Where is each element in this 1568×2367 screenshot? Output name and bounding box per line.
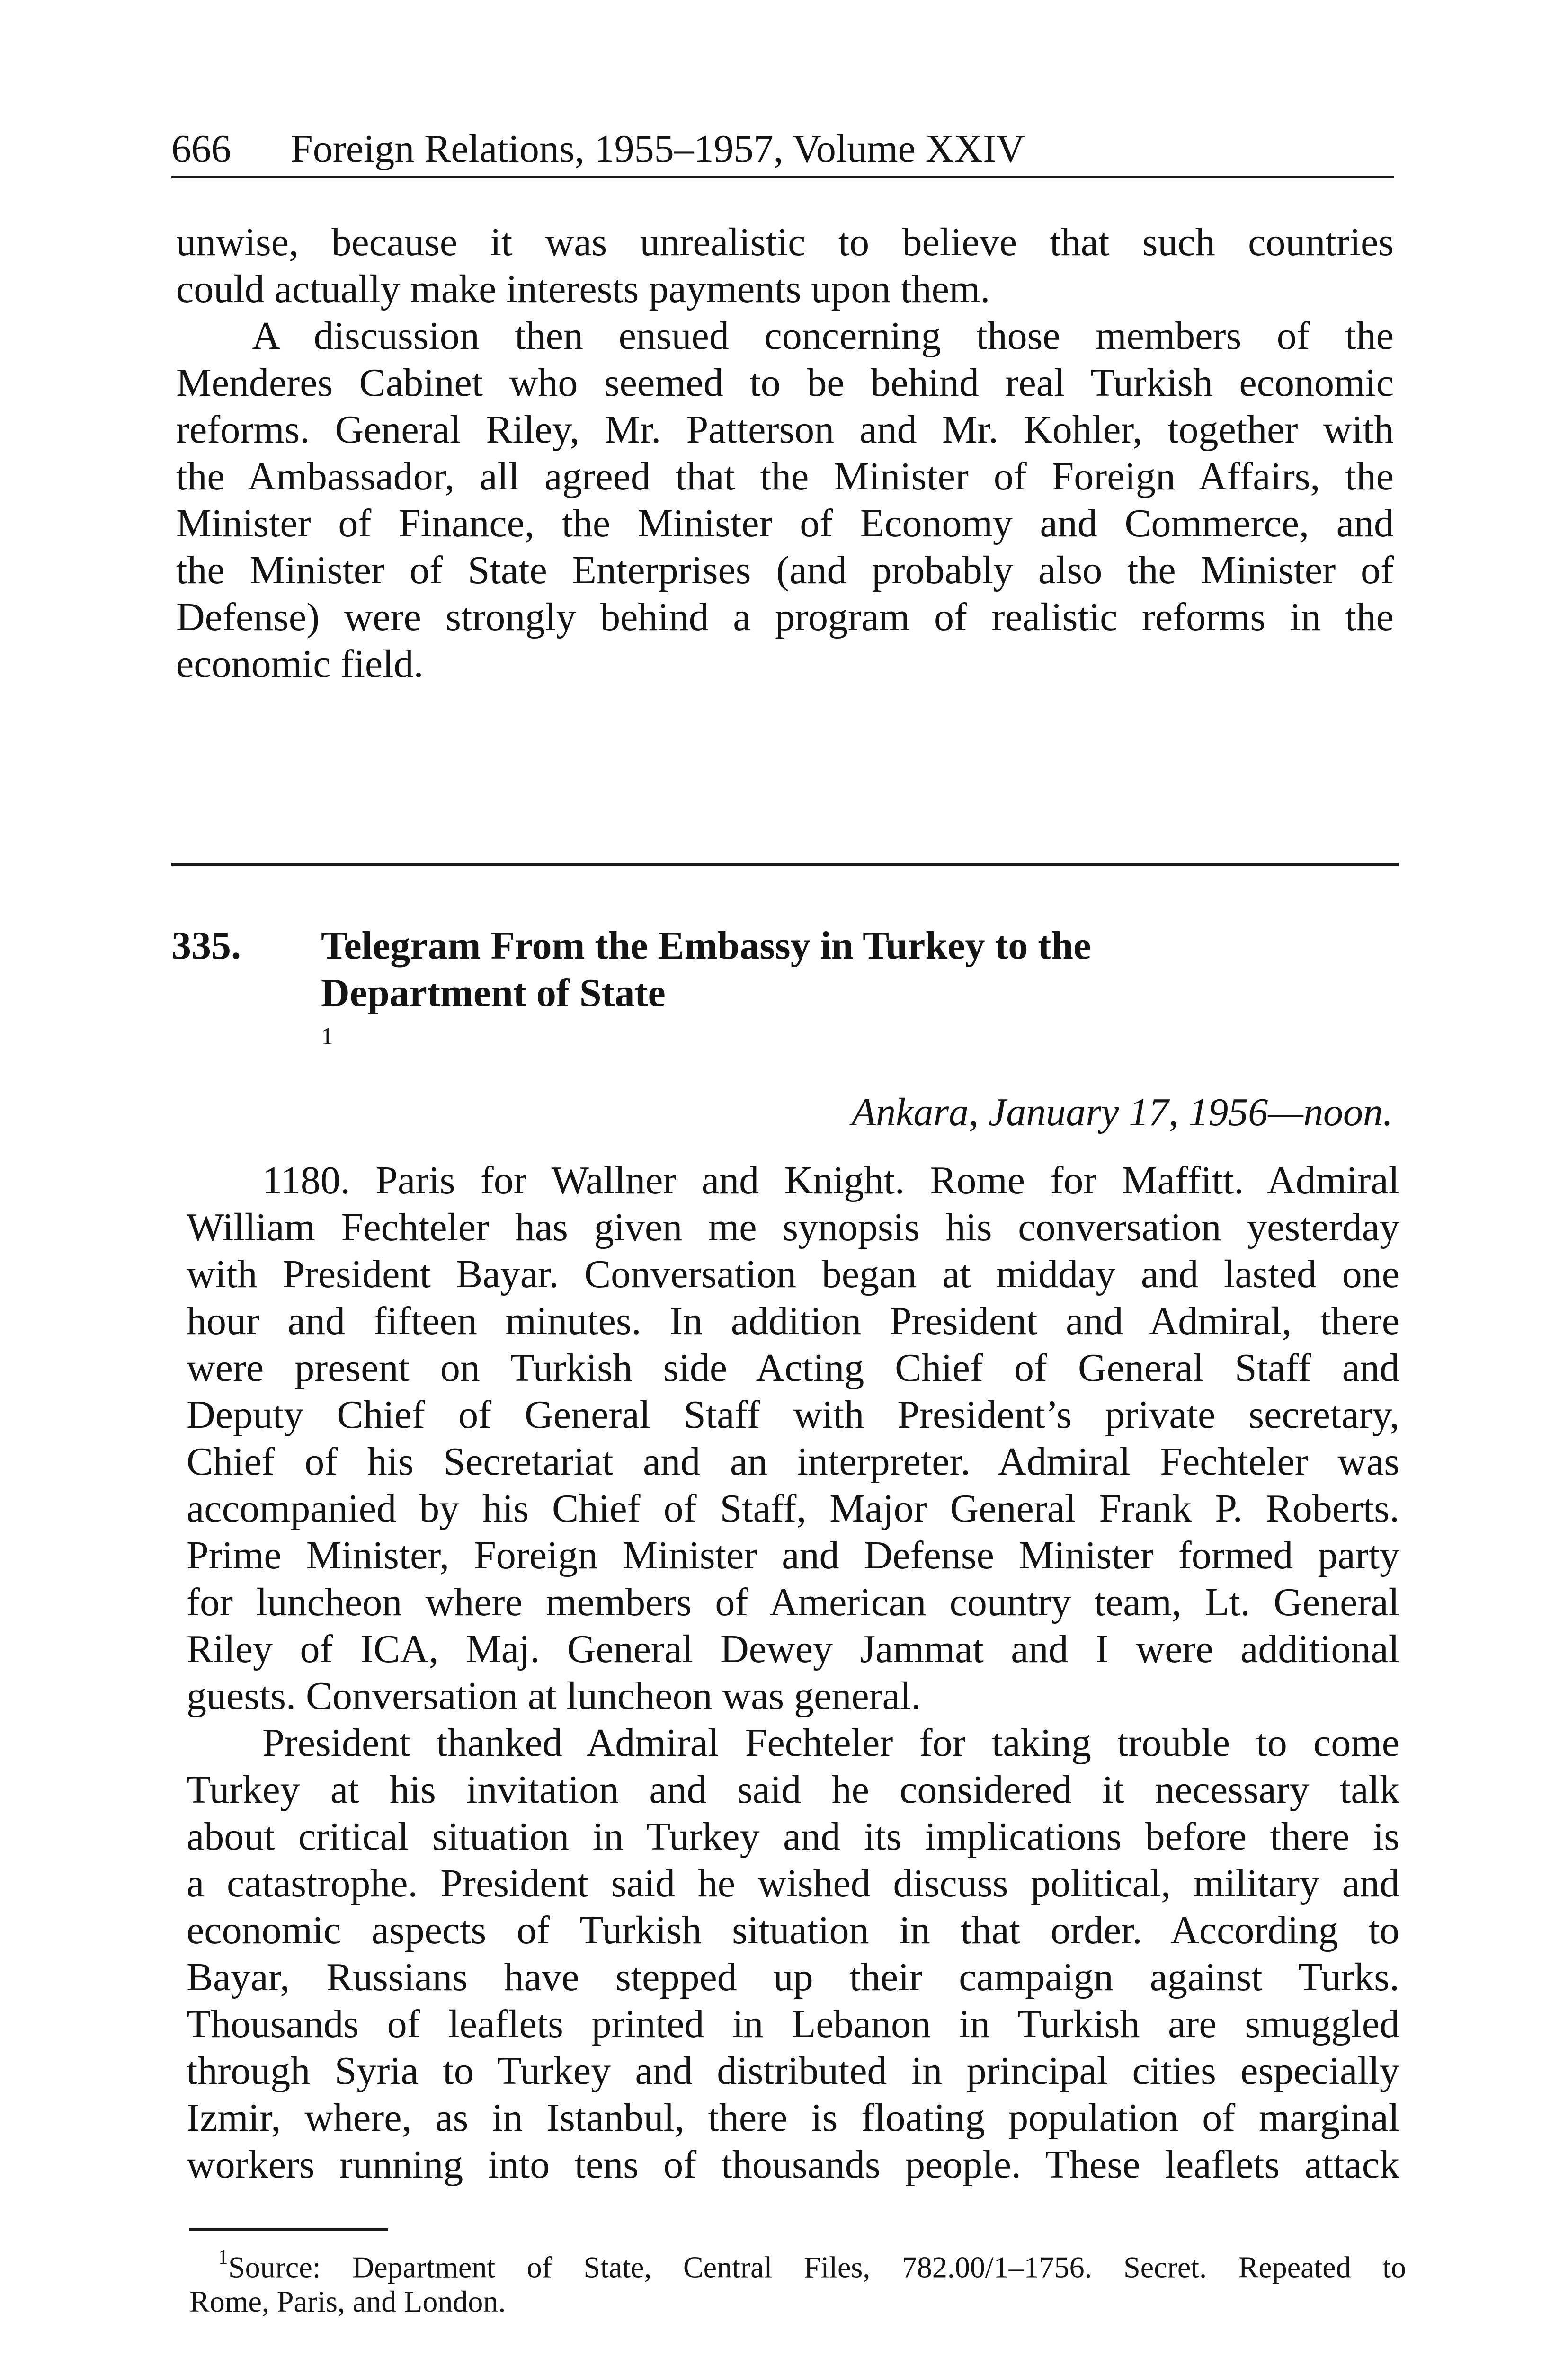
text-line: Turkey at his invitation and said he considered it necessary talk xyxy=(187,1768,1399,1812)
text-line: 1180. Paris for Wallner and Knight. Rome for Maffitt. Admiral xyxy=(262,1158,1399,1202)
text-line: A discussion then ensued concerning those members of the xyxy=(252,314,1394,358)
text-line: Prime Minister, Foreign Minister and Defense Minister formed party xyxy=(187,1533,1399,1577)
text-line: the Ambassador, all agreed that the Minister of Foreign Affairs, the xyxy=(176,454,1394,498)
text-line: Defense) were strongly behind a program of realistic reforms in the xyxy=(176,595,1394,639)
text-line: Deputy Chief of General Staff with President’s private secretary, xyxy=(187,1393,1399,1437)
dateline: Ankara, January 17, 1956—noon. xyxy=(851,1090,1393,1134)
text-line: the Minister of State Enterprises (and probably also the Minister of xyxy=(176,548,1394,592)
text-line: through Syria to Turkey and distributed in principal cities especially xyxy=(187,2049,1399,2093)
footnote xyxy=(189,2239,1406,2323)
footnote-rule xyxy=(189,2228,388,2231)
text-line: Izmir, where, as in Istanbul, there is floating population of marginal xyxy=(187,2096,1399,2140)
text-line: Bayar, Russians have stepped up their campaign against Turks. xyxy=(187,1955,1399,1999)
text-line: Minister of Finance, the Minister of Economy and Commerce, and xyxy=(176,501,1394,545)
body-paragraph-2 xyxy=(187,1719,1399,2188)
text-line: Menderes Cabinet who seemed to be behind real Turkish economic xyxy=(176,361,1394,405)
text-line: hour and fifteen minutes. In addition President and Admiral, there xyxy=(187,1299,1399,1343)
section-divider xyxy=(171,863,1399,866)
text-line: Riley of ICA, Maj. General Dewey Jammat and I were additional xyxy=(187,1627,1399,1671)
text-line: about critical situation in Turkey and its implications before there is xyxy=(187,1815,1399,1859)
page-number: 666 xyxy=(171,127,231,171)
document-title-line: Telegram From the Embassy in Turkey to the xyxy=(321,924,1091,968)
footnote-line: $^1$Source: Department of State, Central Files, 782.00/1–1756. Secret. Repeated to xyxy=(218,2245,1406,2284)
text-line: could actually make interests payments upon them. xyxy=(176,267,990,311)
text-line: were present on Turkish side Acting Chief of General Staff and xyxy=(187,1346,1399,1390)
text-line: with President Bayar. Conversation began at midday and lasted one xyxy=(187,1252,1399,1296)
text-line: unwise, because it was unrealistic to believe that such countries xyxy=(176,220,1394,264)
text-line: accompanied by his Chief of Staff, Major General Frank P. Roberts. xyxy=(187,1486,1399,1531)
text-line: President thanked Admiral Fechteler for taking trouble to come xyxy=(262,1721,1399,1765)
footnote-marker: 1 xyxy=(218,2245,228,2269)
top-section xyxy=(176,219,1394,687)
text-line: Chief of his Secretariat and an interpreter. Admiral Fechteler was xyxy=(187,1440,1399,1484)
text-line: guests. Conversation at luncheon was general. xyxy=(187,1674,921,1718)
text-line: economic aspects of Turkish situation in that order. According to xyxy=(187,1908,1399,1952)
document-number: 335. xyxy=(171,924,241,968)
text-line: workers running into tens of thousands people. These leaflets attack xyxy=(187,2143,1399,2187)
document-title xyxy=(321,922,1315,1073)
footnote-reference[interactable]: 1 xyxy=(321,1023,333,1050)
text-line: Thousands of leaflets printed in Lebanon in Turkish are smuggled xyxy=(187,2002,1399,2046)
text-line: William Fechteler has given me synopsis his conversation yesterday xyxy=(187,1205,1399,1249)
text-line: reforms. General Riley, Mr. Patterson and Mr. Kohler, together with xyxy=(176,408,1394,452)
text-line: economic field. xyxy=(176,642,424,686)
footnote-line: Rome, Paris, and London. xyxy=(189,2285,506,2318)
text-line: a catastrophe. President said he wished discuss political, military and xyxy=(187,1861,1399,1905)
document-title-line: Department of State $^1$ xyxy=(321,971,666,1050)
text-line: for luncheon where members of American country team, Lt. General xyxy=(187,1580,1399,1624)
body-paragraph-1 xyxy=(187,1157,1399,1719)
running-head-title: Foreign Relations, 1955–1957, Volume XXIV xyxy=(291,127,1025,171)
running-head xyxy=(171,122,1394,178)
